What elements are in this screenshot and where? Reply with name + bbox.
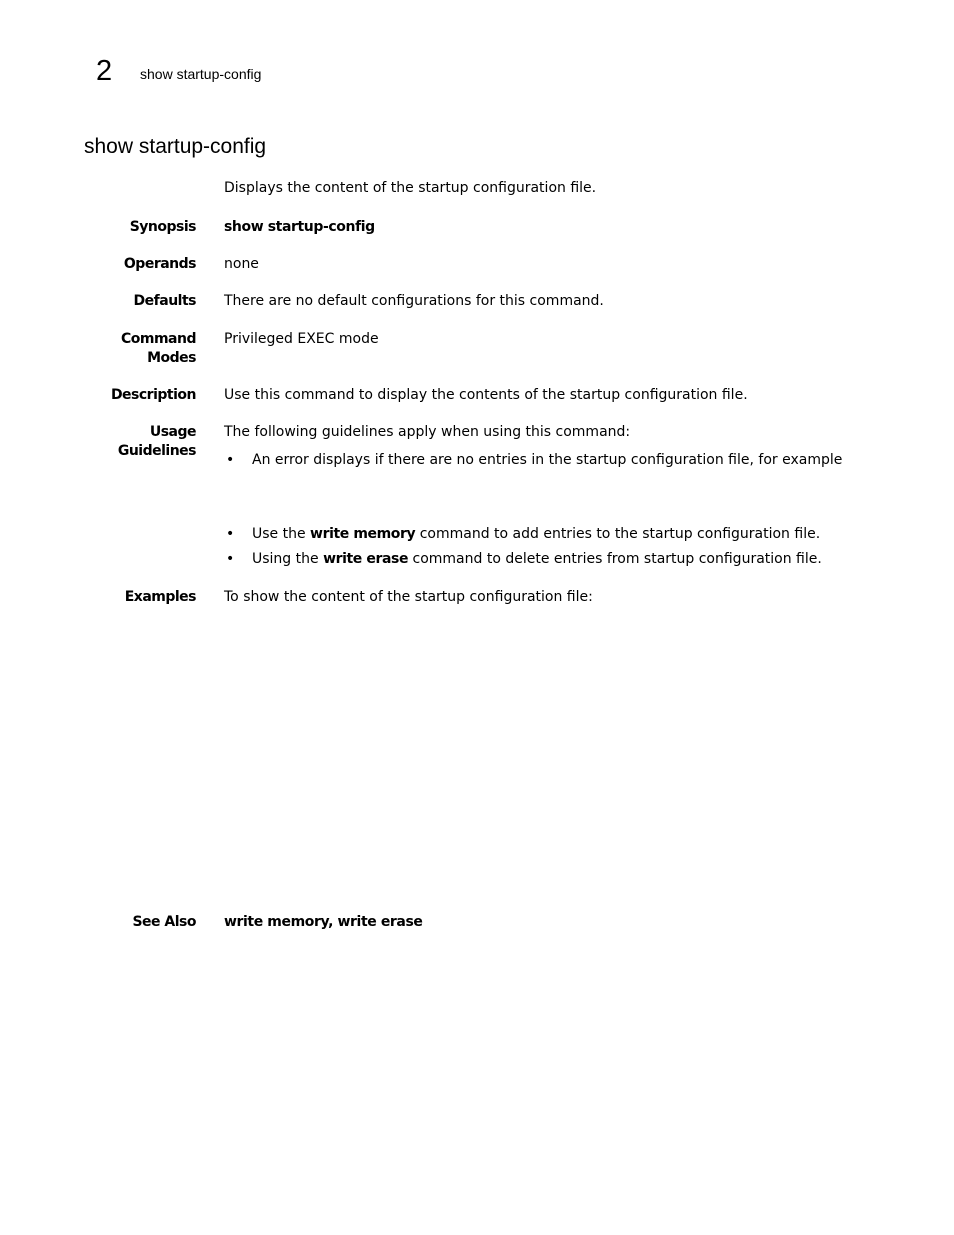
examples-label: Examples: [124, 589, 196, 605]
bullet-icon: •: [226, 551, 235, 567]
bullet-text-after: command to add entries to the startup configuration file.: [415, 526, 821, 542]
bullet-text-before: Using the: [252, 551, 324, 567]
synopsis-label: Synopsis: [129, 219, 196, 235]
usage-bullet-text: [252, 550, 822, 569]
write-memory-command: write memory: [310, 526, 416, 542]
usage-bullet-text: An error displays if there are no entries in the startup configuration file, for example: [252, 452, 843, 468]
operands-label: Operands: [123, 256, 196, 272]
defaults-value: There are no default configurations for this command.: [224, 293, 604, 309]
command-modes-value: Privileged EXEC mode: [224, 331, 379, 347]
examples-value: To show the content of the startup configuration file:: [224, 589, 593, 605]
synopsis-value: show startup-config: [224, 219, 375, 235]
description-value: Use this command to display the contents of the startup configuration file.: [224, 387, 748, 403]
write-erase-command: write erase: [323, 551, 409, 567]
operands-value: none: [224, 256, 259, 272]
usage-guidelines-label-line1: Usage: [149, 424, 196, 440]
command-modes-label: [76, 330, 196, 368]
see-also-value: write memory, write erase: [224, 914, 423, 930]
usage-bullet-text: [252, 525, 820, 544]
see-also-label: See Also: [132, 914, 196, 930]
bullet-icon: •: [226, 452, 235, 468]
running-head: show startup-config: [140, 66, 262, 82]
usage-guidelines-intro: The following guidelines apply when using this command:: [224, 424, 631, 440]
command-modes-label-line1: Command: [120, 331, 196, 347]
defaults-label: Defaults: [133, 293, 196, 309]
section-title: show startup-config: [84, 135, 267, 158]
description-label: Description: [110, 387, 196, 403]
bullet-text-after: command to delete entries from startup configuration file.: [408, 551, 822, 567]
command-modes-label-line2: Modes: [147, 350, 196, 366]
usage-guidelines-label-line2: Guidelines: [117, 443, 196, 459]
bullet-icon: •: [226, 526, 235, 542]
bullet-text-before: Use the: [252, 526, 311, 542]
usage-guidelines-label: [76, 423, 196, 461]
command-intro: Displays the content of the startup configuration file.: [224, 180, 597, 196]
chapter-number: 2: [96, 55, 113, 87]
